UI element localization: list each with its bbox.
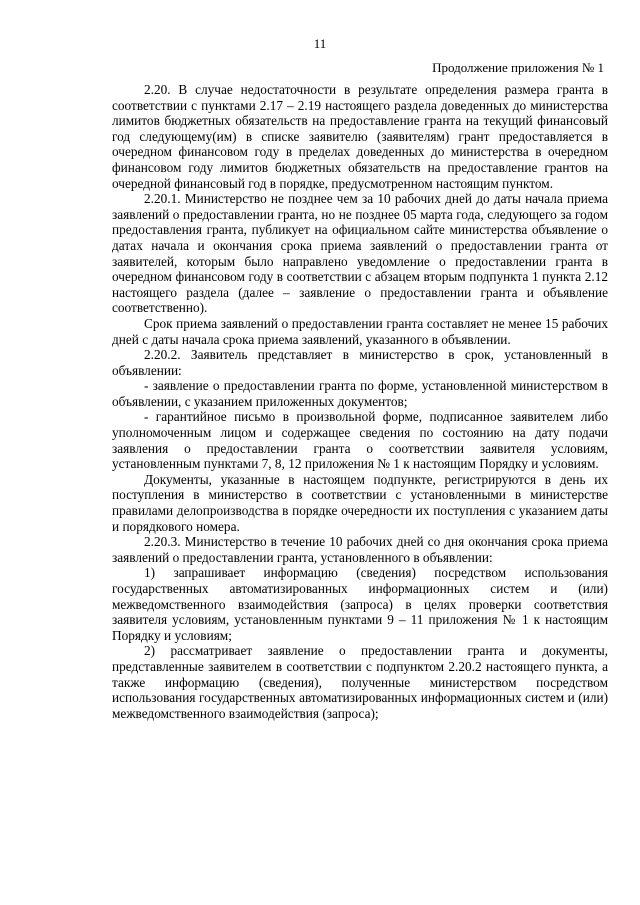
document-body xyxy=(112,82,608,721)
page-number: 11 xyxy=(313,36,327,51)
list-item-request-info: 1) запрашивает информацию (сведения) посредством использования государственных автоматизированных информационных систем и (или) межведомственного взаимодействия (запроса) в целях проверки соответствия заявителя условиям, установленным пунктами 9 – 11 приложения № 1 к настоящим Порядку и условиям; xyxy=(112,565,608,643)
paragraph-registration: Документы, указанные в настоящем подпункте, регистрируются в день их поступления в министерство в соответствии с установленными в министерстве правилами делопроизводства в порядке очередности их поступления с указанием даты и порядкового номера. xyxy=(112,471,608,534)
paragraph-2-20-2: 2.20.2. Заявитель представляет в министерство в срок, установленный в объявлении: xyxy=(112,347,608,378)
paragraph-2-20: 2.20. В случае недостаточности в результате определения размера гранта в соответствии с пунктами 2.17 – 2.19 настоящего раздела доведенных до министерства лимитов бюджетных обязательств на предоставление гранта на текущий финансовый год следующему(им) в списке заявителю (заявителям) грант предоставляется в очередном финансовом году в пределах доведенных до министерства в очередном финансовом году лимитов бюджетных обязательств на предоставление грантов на очередной финансовый год в порядке, предусмотренном настоящим пунктом. xyxy=(112,82,608,191)
list-item-application: - заявление о предоставлении гранта по форме, установленной министерством в объявлении, с указанием приложенных документов; xyxy=(112,378,608,409)
paragraph-2-20-3: 2.20.3. Министерство в течение 10 рабочих дней со дня окончания срока приема заявлений о предоставлении гранта, установленного в объявлении: xyxy=(112,534,608,565)
paragraph-deadline: Срок приема заявлений о предоставлении гранта составляет не менее 15 рабочих дней с даты начала срока приема заявлений, указанного в объявлении. xyxy=(112,315,608,347)
continuation-header: Продолжение приложения № 1 xyxy=(432,60,604,75)
list-item-review: 2) рассматривает заявление о предоставлении гранта и документы, представленные заявителем в соответствии с подпунктом 2.20.2 настоящего пункта, а также информацию (сведения), полученные министерством посредством использования государственных автоматизированных информационных систем и (или) межведомственного взаимодействия (запроса); xyxy=(112,643,608,721)
list-item-guarantee-letter: - гарантийное письмо в произвольной форме, подписанное заявителем либо уполномоченным лицом и содержащее сведения по состоянию на дату подачи заявления о предоставлении гранта о соответствии заявителя условиям, установленным пунктами 7, 8, 12 приложения № 1 к настоящим Порядку и условиям. xyxy=(112,409,608,472)
paragraph-2-20-1: 2.20.1. Министерство не позднее чем за 10 рабочих дней до даты начала приема заявлений о предоставлении гранта, но не позднее 05 марта года, следующего за годом предоставления гранта, публикует на официальном сайте министерства объявление о датах начала и окончания срока приема заявлений о предоставлении гранта от заявителей, которым было направлено уведомление о предоставлении гранта в очередном финансовом году в соответствии с абзацем вторым подпункта 1 пункта 2.12 настоящего раздела (далее – заявление о предоставлении гранта и объявление соответственно). xyxy=(112,191,608,316)
